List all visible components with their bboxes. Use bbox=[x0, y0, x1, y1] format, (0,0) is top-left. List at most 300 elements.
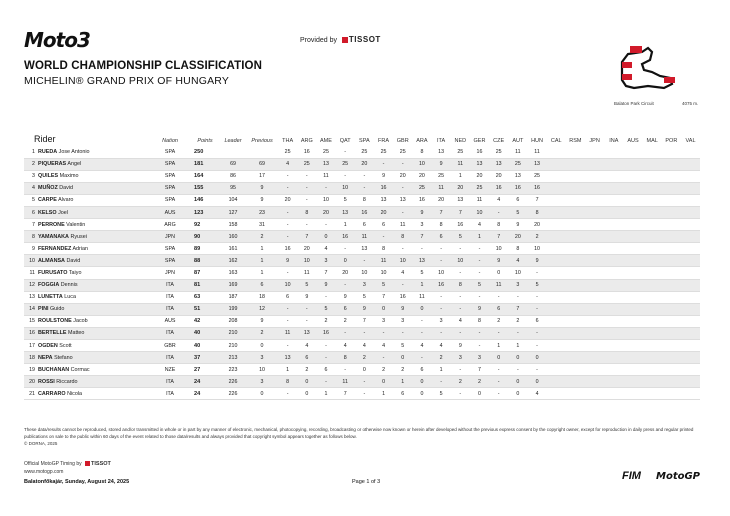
table-row bbox=[24, 267, 700, 279]
race-result-cell bbox=[643, 158, 662, 170]
race-result-cell bbox=[662, 327, 681, 339]
race-result-cell: 16 bbox=[527, 182, 546, 194]
race-result-cell: 5 bbox=[374, 279, 393, 291]
race-result-cell: - bbox=[297, 194, 316, 206]
race-result-cell: 25 bbox=[527, 170, 546, 182]
race-result-cell: 3 bbox=[316, 255, 335, 267]
points-cell: 146 bbox=[190, 194, 220, 206]
race-result-cell bbox=[604, 267, 623, 279]
race-result-cell: 6 bbox=[393, 388, 412, 400]
race-result-cell: 20 bbox=[412, 170, 431, 182]
race-result-cell bbox=[662, 376, 681, 388]
leader-gap-cell: 163 bbox=[220, 267, 246, 279]
race-result-cell bbox=[681, 267, 700, 279]
race-result-cell: 8 bbox=[508, 243, 527, 255]
race-result-cell: - bbox=[527, 340, 546, 352]
rider-last-name: KELSO bbox=[38, 209, 57, 216]
race-result-cell: 13 bbox=[374, 194, 393, 206]
race-result-cell bbox=[585, 364, 604, 376]
race-result-cell: 5 bbox=[412, 267, 431, 279]
rider-name-cell bbox=[38, 303, 150, 315]
race-result-cell: - bbox=[374, 231, 393, 243]
previous-gap-cell: 9 bbox=[246, 194, 278, 206]
race-result-cell: 7 bbox=[451, 206, 470, 218]
position-cell: 10 bbox=[24, 255, 38, 267]
race-result-cell: 7 bbox=[336, 388, 355, 400]
nation-cell: SPA bbox=[150, 158, 190, 170]
race-result-cell bbox=[547, 194, 566, 206]
race-result-cell: 9 bbox=[412, 206, 431, 218]
position-cell: 21 bbox=[24, 388, 38, 400]
race-result-cell bbox=[585, 170, 604, 182]
race-result-cell: 16 bbox=[374, 182, 393, 194]
race-result-cell: 11 bbox=[508, 146, 527, 158]
provided-by bbox=[300, 35, 381, 44]
points-cell: 89 bbox=[190, 243, 220, 255]
rider-name-cell bbox=[38, 279, 150, 291]
race-result-cell bbox=[623, 352, 642, 364]
race-result-cell: 9 bbox=[355, 303, 374, 315]
race-result-cell: 5 bbox=[297, 279, 316, 291]
race-result-cell bbox=[643, 146, 662, 158]
race-result-cell: 9 bbox=[451, 340, 470, 352]
previous-gap-cell: 1 bbox=[246, 255, 278, 267]
race-result-cell: 11 bbox=[489, 279, 508, 291]
points-cell: 40 bbox=[190, 327, 220, 339]
race-result-cell: - bbox=[393, 243, 412, 255]
race-result-cell: 16 bbox=[316, 327, 335, 339]
race-result-cell: 20 bbox=[393, 170, 412, 182]
race-result-cell: 10 bbox=[527, 243, 546, 255]
race-result-cell: 20 bbox=[432, 194, 451, 206]
race-result-cell: 8 bbox=[393, 231, 412, 243]
race-result-cell bbox=[623, 243, 642, 255]
col-race: VAL bbox=[685, 138, 696, 144]
race-result-cell: - bbox=[470, 327, 489, 339]
race-result-cell: - bbox=[489, 376, 508, 388]
race-result-cell: 16 bbox=[393, 291, 412, 303]
rider-first-name: Angel bbox=[67, 161, 82, 168]
race-result-cell bbox=[547, 146, 566, 158]
race-result-cell: 2 bbox=[316, 315, 335, 327]
race-result-cell: 16 bbox=[297, 146, 316, 158]
copyright: © DORNA, 2025 bbox=[24, 441, 58, 447]
race-result-cell bbox=[547, 243, 566, 255]
rider-first-name: Maximo bbox=[59, 173, 79, 180]
race-result-cell bbox=[623, 146, 642, 158]
race-result-cell: - bbox=[451, 364, 470, 376]
race-result-cell: 13 bbox=[432, 146, 451, 158]
col-race: MAL bbox=[646, 138, 658, 144]
race-result-cell: - bbox=[316, 291, 335, 303]
race-result-cell: 3 bbox=[393, 315, 412, 327]
col-race: ITA bbox=[437, 138, 446, 144]
race-result-cell: 13 bbox=[297, 327, 316, 339]
race-result-cell bbox=[566, 327, 585, 339]
leader-gap-cell: 160 bbox=[220, 231, 246, 243]
race-result-cell bbox=[604, 327, 623, 339]
race-result-cell: 7 bbox=[316, 267, 335, 279]
race-result-cell: - bbox=[316, 340, 335, 352]
leader-gap-cell: 95 bbox=[220, 182, 246, 194]
race-result-cell: 10 bbox=[412, 158, 431, 170]
race-result-cell: 11 bbox=[470, 194, 489, 206]
race-result-cell: 13 bbox=[355, 243, 374, 255]
race-result-cell bbox=[643, 327, 662, 339]
points-cell: 81 bbox=[190, 279, 220, 291]
race-result-cell: 13 bbox=[412, 255, 431, 267]
race-result-cell: 13 bbox=[489, 158, 508, 170]
race-result-cell bbox=[566, 315, 585, 327]
previous-gap-cell: 31 bbox=[246, 219, 278, 231]
position-cell: 6 bbox=[24, 206, 38, 218]
race-result-cell: - bbox=[470, 255, 489, 267]
race-result-cell: - bbox=[355, 388, 374, 400]
race-result-cell: 8 bbox=[297, 206, 316, 218]
race-result-cell: - bbox=[278, 388, 297, 400]
race-result-cell: 3 bbox=[470, 352, 489, 364]
race-result-cell bbox=[643, 182, 662, 194]
table-row bbox=[24, 231, 700, 243]
race-result-cell: 25 bbox=[374, 146, 393, 158]
position-cell: 4 bbox=[24, 182, 38, 194]
website-link[interactable]: www.motogp.com bbox=[24, 469, 64, 475]
race-result-cell: 0 bbox=[508, 388, 527, 400]
position-cell: 7 bbox=[24, 219, 38, 231]
race-result-cell: 9 bbox=[297, 291, 316, 303]
points-cell: 90 bbox=[190, 231, 220, 243]
nation-cell: ITA bbox=[150, 376, 190, 388]
tissot-logo-icon bbox=[342, 37, 348, 43]
rider-name-cell bbox=[38, 315, 150, 327]
rider-first-name: Taiyo bbox=[68, 269, 82, 276]
race-result-cell bbox=[662, 219, 681, 231]
race-result-cell: 5 bbox=[508, 206, 527, 218]
race-result-cell bbox=[623, 279, 642, 291]
race-result-cell: - bbox=[508, 327, 527, 339]
race-result-cell bbox=[623, 182, 642, 194]
race-result-cell: - bbox=[355, 327, 374, 339]
race-result-cell: 8 bbox=[489, 219, 508, 231]
race-result-cell: - bbox=[278, 219, 297, 231]
col-rider: Rider bbox=[34, 134, 56, 144]
previous-gap-cell: 3 bbox=[246, 376, 278, 388]
race-result-cell: - bbox=[432, 255, 451, 267]
classification-table bbox=[24, 132, 700, 400]
race-result-cell: - bbox=[336, 170, 355, 182]
table-row bbox=[24, 291, 700, 303]
race-result-cell bbox=[566, 170, 585, 182]
nation-cell: ITA bbox=[150, 327, 190, 339]
position-cell: 18 bbox=[24, 352, 38, 364]
col-points: Points bbox=[197, 138, 213, 144]
race-result-cell: - bbox=[432, 327, 451, 339]
race-result-cell bbox=[585, 388, 604, 400]
previous-gap-cell: 3 bbox=[246, 352, 278, 364]
rider-last-name: MUÑOZ bbox=[38, 185, 58, 192]
race-result-cell: 11 bbox=[451, 158, 470, 170]
race-result-cell bbox=[681, 388, 700, 400]
nation-cell: JPN bbox=[150, 267, 190, 279]
race-result-cell bbox=[604, 279, 623, 291]
official-timing bbox=[24, 461, 111, 467]
table-row bbox=[24, 255, 700, 267]
rider-name-cell bbox=[38, 255, 150, 267]
race-result-cell bbox=[662, 291, 681, 303]
table-row bbox=[24, 219, 700, 231]
table-row bbox=[24, 182, 700, 194]
race-result-cell bbox=[623, 231, 642, 243]
race-result-cell: 25 bbox=[297, 158, 316, 170]
race-result-cell: - bbox=[297, 170, 316, 182]
race-result-cell: 20 bbox=[527, 219, 546, 231]
race-result-cell: 2 bbox=[355, 352, 374, 364]
race-result-cell bbox=[585, 243, 604, 255]
race-result-cell: 6 bbox=[297, 352, 316, 364]
race-result-cell: - bbox=[489, 327, 508, 339]
position-cell: 19 bbox=[24, 364, 38, 376]
race-result-cell: 25 bbox=[336, 158, 355, 170]
race-result-cell: 0 bbox=[412, 376, 431, 388]
race-result-cell: - bbox=[393, 206, 412, 218]
nation-cell: JPN bbox=[150, 231, 190, 243]
race-result-cell bbox=[662, 194, 681, 206]
race-result-cell: 20 bbox=[470, 170, 489, 182]
circuit-length: 4075 m. bbox=[682, 101, 699, 106]
race-result-cell bbox=[623, 303, 642, 315]
previous-gap-cell bbox=[246, 146, 278, 158]
race-result-cell: - bbox=[297, 182, 316, 194]
race-result-cell: - bbox=[527, 303, 546, 315]
race-result-cell: 5 bbox=[336, 194, 355, 206]
race-result-cell: 4 bbox=[508, 255, 527, 267]
race-result-cell: 7 bbox=[297, 231, 316, 243]
table-row bbox=[24, 194, 700, 206]
race-result-cell: - bbox=[451, 267, 470, 279]
race-result-cell bbox=[643, 206, 662, 218]
race-result-cell bbox=[623, 327, 642, 339]
table-row bbox=[24, 376, 700, 388]
race-result-cell: 2 bbox=[470, 376, 489, 388]
race-result-cell bbox=[547, 255, 566, 267]
race-result-cell: 20 bbox=[316, 206, 335, 218]
rider-name-cell bbox=[38, 170, 150, 182]
race-result-cell bbox=[566, 243, 585, 255]
leader-gap-cell: 213 bbox=[220, 352, 246, 364]
race-result-cell: 11 bbox=[297, 267, 316, 279]
points-cell: 24 bbox=[190, 376, 220, 388]
race-result-cell bbox=[547, 219, 566, 231]
sponsor-logo: TISSOT bbox=[348, 35, 381, 44]
race-result-cell: 1 bbox=[393, 376, 412, 388]
race-result-cell bbox=[566, 255, 585, 267]
race-result-cell: - bbox=[355, 182, 374, 194]
rider-last-name: PINI bbox=[38, 306, 49, 313]
race-result-cell bbox=[566, 219, 585, 231]
leader-gap-cell: 226 bbox=[220, 376, 246, 388]
race-result-cell bbox=[681, 364, 700, 376]
nation-cell: SPA bbox=[150, 146, 190, 158]
rider-last-name: FURUSATO bbox=[38, 269, 68, 276]
legal-notice bbox=[24, 426, 704, 448]
points-cell: 92 bbox=[190, 219, 220, 231]
race-result-cell: 4 bbox=[278, 158, 297, 170]
race-result-cell: - bbox=[451, 327, 470, 339]
rider-first-name: Adrian bbox=[72, 245, 89, 252]
race-result-cell: - bbox=[336, 279, 355, 291]
table-row bbox=[24, 327, 700, 339]
col-race: NED bbox=[454, 138, 467, 144]
points-cell: 42 bbox=[190, 315, 220, 327]
rider-first-name: Stefano bbox=[54, 354, 73, 361]
rider-name-cell bbox=[38, 182, 150, 194]
race-result-cell bbox=[681, 158, 700, 170]
race-result-cell: 20 bbox=[278, 194, 297, 206]
race-result-cell: 25 bbox=[489, 146, 508, 158]
nation-cell: ITA bbox=[150, 388, 190, 400]
race-result-cell bbox=[643, 194, 662, 206]
race-result-cell bbox=[662, 340, 681, 352]
race-result-cell bbox=[604, 376, 623, 388]
race-result-cell: 9 bbox=[527, 255, 546, 267]
race-result-cell: 0 bbox=[412, 388, 431, 400]
race-result-cell: 0 bbox=[489, 352, 508, 364]
provided-by-label: Provided by bbox=[300, 37, 337, 44]
race-result-cell: - bbox=[297, 219, 316, 231]
rider-name-cell bbox=[38, 158, 150, 170]
race-result-cell: 10 bbox=[278, 279, 297, 291]
rider-first-name: Guido bbox=[49, 306, 65, 313]
points-cell: 27 bbox=[190, 364, 220, 376]
previous-gap-cell: 18 bbox=[246, 291, 278, 303]
race-result-cell: - bbox=[393, 327, 412, 339]
race-result-cell bbox=[604, 315, 623, 327]
previous-gap-cell: 12 bbox=[246, 303, 278, 315]
table-row bbox=[24, 170, 700, 182]
race-result-cell bbox=[585, 182, 604, 194]
race-result-cell: 11 bbox=[527, 146, 546, 158]
race-result-cell bbox=[547, 388, 566, 400]
leader-gap-cell: 169 bbox=[220, 279, 246, 291]
leader-gap-cell: 127 bbox=[220, 206, 246, 218]
race-result-cell bbox=[566, 303, 585, 315]
race-result-cell bbox=[681, 352, 700, 364]
moto3-logo: Moto3 bbox=[24, 28, 90, 52]
race-result-cell: 0 bbox=[508, 376, 527, 388]
race-result-cell: - bbox=[432, 303, 451, 315]
race-result-cell: - bbox=[451, 291, 470, 303]
rider-first-name: Nicola bbox=[67, 390, 83, 397]
col-race: INA bbox=[609, 138, 619, 144]
race-result-cell: - bbox=[297, 303, 316, 315]
col-race: CZE bbox=[493, 138, 505, 144]
position-cell: 1 bbox=[24, 146, 38, 158]
table-row bbox=[24, 340, 700, 352]
race-result-cell: 4 bbox=[451, 315, 470, 327]
rider-first-name: David bbox=[59, 185, 74, 192]
race-result-cell bbox=[662, 352, 681, 364]
motogp-logo: MotoGP bbox=[656, 471, 701, 482]
race-result-cell bbox=[623, 340, 642, 352]
race-result-cell bbox=[662, 303, 681, 315]
previous-gap-cell: 0 bbox=[246, 340, 278, 352]
race-result-cell bbox=[566, 388, 585, 400]
race-result-cell bbox=[643, 267, 662, 279]
race-result-cell bbox=[547, 206, 566, 218]
race-result-cell: 1 bbox=[316, 388, 335, 400]
race-result-cell: - bbox=[508, 291, 527, 303]
rider-last-name: ALMANSA bbox=[38, 257, 65, 264]
race-result-cell: 4 bbox=[297, 340, 316, 352]
race-result-cell: 7 bbox=[470, 364, 489, 376]
race-result-cell bbox=[585, 158, 604, 170]
race-result-cell: 0 bbox=[527, 376, 546, 388]
race-result-cell bbox=[623, 170, 642, 182]
col-race: AME bbox=[320, 138, 332, 144]
race-result-cell: - bbox=[278, 340, 297, 352]
race-result-cell bbox=[585, 340, 604, 352]
race-result-cell: 4 bbox=[374, 340, 393, 352]
race-result-cell: - bbox=[412, 243, 431, 255]
position-cell: 15 bbox=[24, 315, 38, 327]
tissot-logo-icon bbox=[85, 461, 90, 466]
race-result-cell: 9 bbox=[374, 170, 393, 182]
race-result-cell bbox=[566, 231, 585, 243]
race-result-cell bbox=[547, 340, 566, 352]
race-result-cell: 6 bbox=[432, 231, 451, 243]
previous-gap-cell: 23 bbox=[246, 206, 278, 218]
rider-last-name: BERTELLE bbox=[38, 330, 67, 337]
col-race: THA bbox=[282, 138, 294, 144]
race-result-cell: 13 bbox=[470, 158, 489, 170]
race-result-cell: 16 bbox=[470, 146, 489, 158]
race-result-cell: 20 bbox=[489, 170, 508, 182]
timing-sponsor: TISSOT bbox=[91, 461, 111, 467]
race-result-cell: 8 bbox=[278, 376, 297, 388]
race-result-cell: - bbox=[527, 364, 546, 376]
table-row bbox=[24, 388, 700, 400]
col-race: HUN bbox=[531, 138, 543, 144]
race-result-cell bbox=[547, 291, 566, 303]
rider-last-name: LUNETTA bbox=[38, 294, 63, 301]
rider-first-name: Jacob bbox=[73, 318, 88, 325]
race-result-cell: 6 bbox=[278, 291, 297, 303]
race-result-cell: 20 bbox=[508, 231, 527, 243]
race-result-cell: - bbox=[278, 303, 297, 315]
race-result-cell: 8 bbox=[432, 219, 451, 231]
rider-first-name: Matteo bbox=[67, 330, 85, 337]
race-result-cell: - bbox=[451, 303, 470, 315]
rider-name-cell bbox=[38, 388, 150, 400]
col-race: GBR bbox=[396, 138, 409, 144]
race-result-cell: 16 bbox=[412, 194, 431, 206]
rider-name-cell bbox=[38, 206, 150, 218]
race-result-cell: 11 bbox=[412, 291, 431, 303]
col-race: ARA bbox=[416, 138, 428, 144]
race-result-cell: 7 bbox=[355, 315, 374, 327]
col-race: AUT bbox=[512, 138, 524, 144]
col-race: CAL bbox=[550, 138, 562, 144]
race-result-cell bbox=[604, 219, 623, 231]
race-result-cell bbox=[681, 219, 700, 231]
race-result-cell: 8 bbox=[374, 243, 393, 255]
race-result-cell: 10 bbox=[470, 206, 489, 218]
race-result-cell: 0 bbox=[316, 231, 335, 243]
race-result-cell bbox=[547, 182, 566, 194]
race-result-cell bbox=[547, 170, 566, 182]
col-race: AUS bbox=[627, 138, 639, 144]
leader-gap-cell: 223 bbox=[220, 364, 246, 376]
